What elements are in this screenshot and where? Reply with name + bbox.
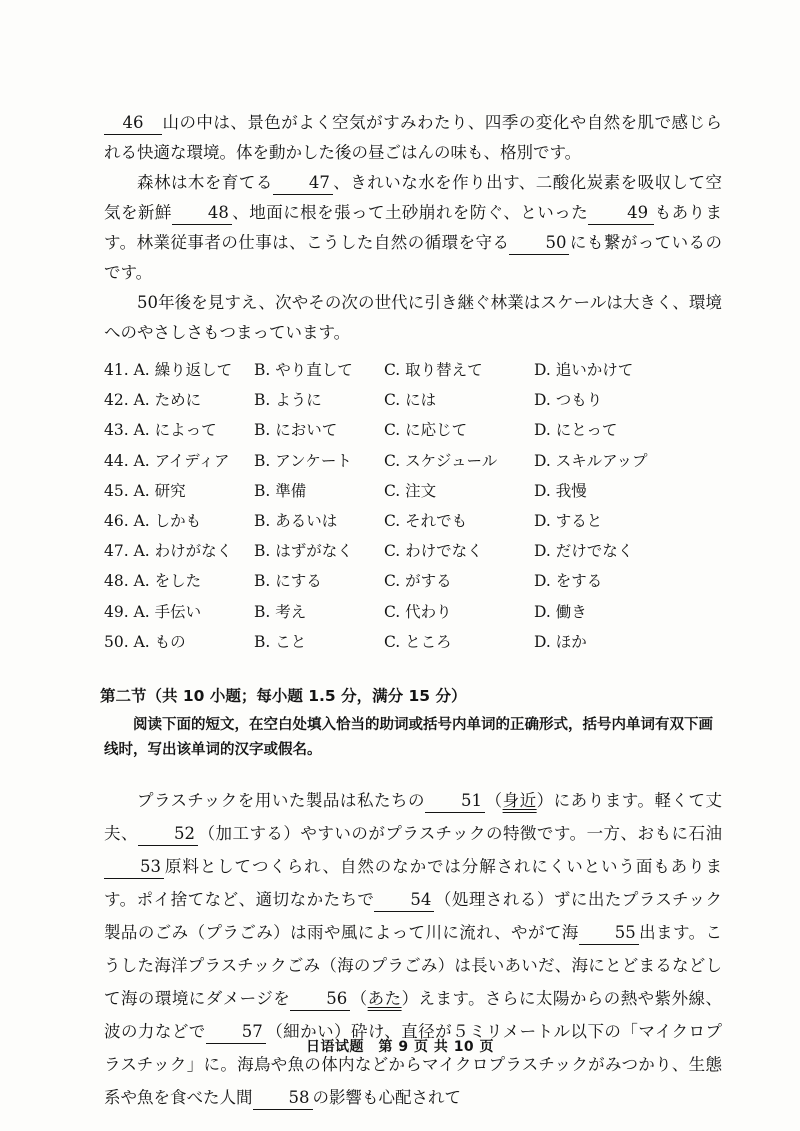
option-a: 43. A. によって [104,421,217,440]
paren-open: （ [350,988,368,1008]
option-d: D. だけでなく [534,542,634,561]
blank-46: 46 [104,112,162,135]
blank-56: 56 [290,988,350,1011]
option-b: B. アンケート [254,451,352,470]
option-row [104,414,722,444]
option-d: D. 追いかけて [534,361,634,380]
option-a: 45. A. 研究 [104,481,186,500]
underlined-word-51: 身近 [502,790,537,810]
paragraph-1-text: 山の中は、景色がよく空気がすみわたり、四季の変化や自然を肌で感じられる快適な環境。体を動かした後の昼ごはんの味も、格別です。 [104,113,722,162]
cloze-text-7: えます。さらに太陽からの熱や紫外線、波の力などで [104,988,723,1041]
blank-57: 57 [206,1021,266,1044]
paragraph-2-text-1: 森林は木を育てる [137,173,273,192]
paren-close: ） [401,988,419,1008]
option-b: B. やり直して [254,361,353,380]
paren-open: （ [485,790,503,810]
cloze-paragraph [104,784,722,1114]
option-d: D. すると [534,512,603,531]
blank-55: 55 [579,922,639,945]
paragraph-2-text-4: もあります。林業従事者の仕事は、こうした自然の循環を守る [104,203,722,252]
option-row [104,475,722,505]
paragraph-2-text-2: 、きれいな水を作り出す、二酸化炭素を吸収して空気を新鮮 [104,173,722,222]
option-b: B. 考え [254,602,307,621]
section-2-title: 第二节（共 10 小题；每小题 1.5 分，满分 15 分） [100,686,467,705]
option-a: 41. A. 繰り返して [104,361,233,380]
option-c: C. スケジュール [384,451,498,470]
option-b: B. ように [254,391,322,410]
underlined-word-56: あた [367,988,402,1008]
option-row [104,384,722,414]
paragraph-2-text-5: にも繋がっているのです。 [104,233,722,282]
option-b: B. あるいは [254,512,338,531]
paragraph-3: 50年後を見すえ、次やその次の世代に引き継ぐ林業はスケールは大きく、環境へのやさしさもつまっています。 [104,293,722,342]
paren-close: ） [536,790,554,810]
option-a: 47. A. わけがなく [104,542,233,561]
cloze-text-9: の影響も心配されて [312,1087,461,1107]
reading-passage [104,108,722,348]
option-b: B. 準備 [254,481,307,500]
option-b: B. こと [254,632,307,651]
option-c: C. に応じて [384,421,468,440]
option-row [104,354,722,384]
paragraph-1 [104,108,722,168]
paragraph-2 [104,168,722,288]
blank-50: 50 [509,232,569,255]
option-a: 48. A. をした [104,572,202,591]
option-c: C. それでも [384,512,468,531]
option-c: C. がする [384,572,452,591]
option-b: B. はずがなく [254,542,353,561]
section-2-instruction: 阅读下面的短文，在空白处填入恰当的助词或括号内单词的正确形式，括号内单词有双下画线时，写出该单词的汉字或假名。 [104,715,713,758]
option-a: 46. A. しかも [104,512,202,531]
option-c: C. 取り替えて [384,361,483,380]
option-row [104,445,722,475]
option-a: 49. A. 手伝い [104,602,202,621]
answer-options [104,354,722,656]
option-c: C. 注文 [384,481,437,500]
option-row [104,596,722,626]
blank-53: 53 [104,856,164,879]
cloze-passage [104,784,722,1114]
option-d: D. 働き [534,602,587,621]
option-b: B. にする [254,572,322,591]
option-c: C. 代わり [384,602,452,621]
option-row [104,505,722,535]
option-row [104,626,722,656]
blank-58: 58 [253,1087,313,1110]
blank-49: 49 [588,202,654,225]
page-footer: 日语试题 第 9 页 共 10 页 [305,1039,495,1055]
option-a: 42. A. ために [104,391,202,410]
paragraph-2-text-3: 、地面に根を張って土砂崩れを防ぐ、といった [231,203,589,222]
cloze-text-6: 出ます。こうした海洋プラスチックごみ（海のプラごみ）は長いあいだ、海にとどまるなどして海の環境にダメージを [104,922,722,1008]
option-d: D. ほか [534,632,587,651]
blank-48: 48 [172,202,232,225]
option-row [104,565,722,595]
cloze-text-2: にあります。軽くて丈夫、 [104,790,723,843]
option-row [104,535,722,565]
option-a: 50. A. もの [104,632,186,651]
option-d: D. スキルアップ [534,451,648,470]
option-d: D. つもり [534,391,603,410]
cloze-text-4: 原料としてつくられ、自然のなかでは分解されにくいという面もあります。ポイ捨てなど、適切なかたちで [104,856,722,909]
blank-51: 51 [425,790,485,813]
option-b: B. において [254,421,338,440]
option-d: D. 我慢 [534,481,587,500]
cloze-text-5: （処理される）ずに出たプラスチック製品のごみ（プラごみ）は雨や風によって川に流れ、やがて海 [104,889,722,942]
option-c: C. ところ [384,632,452,651]
option-c: C. には [384,391,437,410]
blank-52: 52 [138,823,198,846]
blank-54: 54 [374,889,434,912]
option-d: D. にとって [534,421,618,440]
cloze-text-8: （細かい）砕け、直径が５ミリメートル以下の「マイクロプラスチック」に。海鳥や魚の体内などからマイクロプラスチックがみつかり、生態系や魚を食べた人間 [104,1021,723,1107]
cloze-text-3: （加工する）やすいのがプラスチックの特徴です。一方、おもに石油 [197,823,722,843]
option-d: D. をする [534,572,603,591]
option-c: C. わけでなく [384,542,483,561]
option-a: 44. A. アイディア [104,451,230,470]
blank-47: 47 [273,172,333,195]
cloze-text-1: プラスチックを用いた製品は私たちの [137,790,426,810]
